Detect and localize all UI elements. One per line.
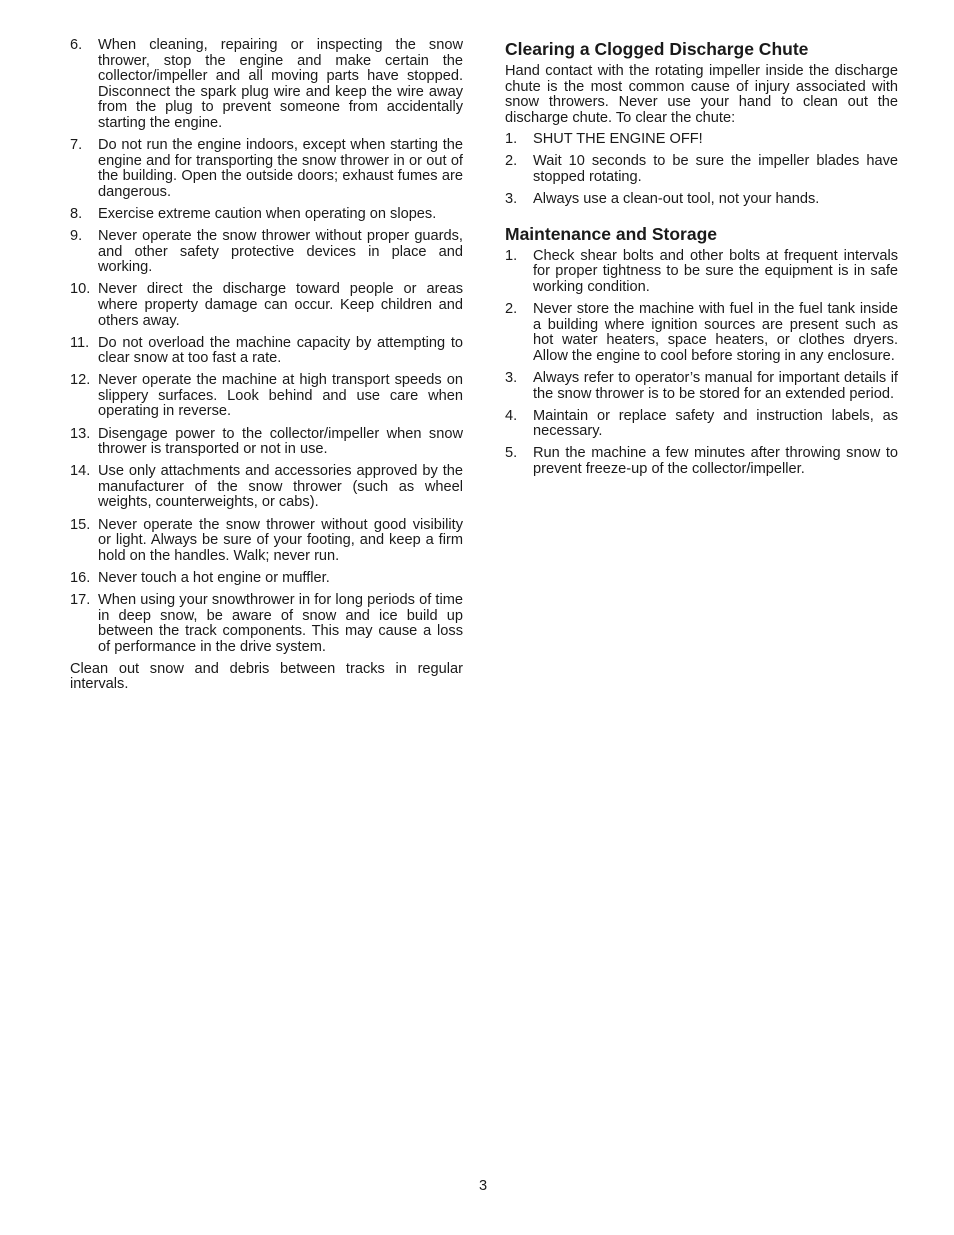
item-text: Run the machine a few minutes after throwing snow to prevent freeze-up of the collector/impeller. [533, 445, 898, 477]
item-number: 10. [70, 281, 91, 298]
right-column [505, 38, 898, 484]
list-item [70, 336, 463, 367]
item-text: Never operate the machine at high transport speeds on slippery surfaces. Look behind and use care when operating in reverse. [98, 372, 463, 420]
item-text: When using your snowthrower in for long periods of time in deep snow, be aware of snow and ice build up between the track components. This may cause a loss of performance in the drive system. [98, 591, 463, 655]
item-number: 2. [505, 153, 518, 170]
item-number: 15. [70, 516, 91, 533]
item-text: Wait 10 seconds to be sure the impeller blades have stopped rotating. [533, 153, 898, 186]
list-item [505, 249, 898, 296]
list-item [70, 593, 463, 655]
item-text: Maintain or replace safety and instruction labels, as necessary. [533, 407, 898, 440]
cleaning-note: Clean out snow and debris between tracks in regular intervals. [70, 660, 463, 693]
list-item [505, 302, 898, 364]
list-item [505, 446, 898, 477]
item-number: 13. [70, 425, 91, 442]
item-number: 14. [70, 463, 91, 480]
item-text: SHUT THE ENGINE OFF! [533, 131, 703, 148]
item-number: 16. [70, 569, 91, 586]
page-number: 3 [478, 1178, 488, 1194]
list-item [505, 371, 898, 402]
list-item [70, 518, 463, 565]
list-item [70, 571, 463, 587]
section-heading-clogged-chute: Clearing a Clogged Discharge Chute [505, 39, 809, 59]
item-text: Exercise extreme caution when operating on slopes. [98, 205, 437, 222]
list-item [70, 282, 463, 329]
item-number: 3. [505, 369, 518, 386]
item-text: Never direct the discharge toward people or areas where property damage can occur. Keep children and others away. [98, 281, 463, 329]
item-text: Never touch a hot engine or muffler. [98, 569, 330, 586]
item-number: 7. [70, 137, 83, 154]
clogged-chute-intro: Hand contact with the rotating impeller inside the discharge chute is the most common cause of injury associated with snow throwers. Never use your hand to clean out the discharge chute. To clear the chute: [505, 63, 898, 126]
list-item [505, 132, 898, 148]
item-number: 9. [70, 228, 83, 245]
item-number: 6. [70, 37, 83, 53]
item-text: When cleaning, repairing or inspecting the snow thrower, stop the engine and make certain the collector/impeller and all moving parts have stopped. Disconnect the spark plug wire and keep the wire away from the plug to prevent someone from accidentally starting the engine. [98, 37, 463, 131]
list-item [70, 229, 463, 276]
item-text: Disengage power to the collector/impeller when snow thrower is transported or not in use. [98, 425, 463, 458]
item-number: 1. [505, 247, 518, 264]
list-item [70, 427, 463, 458]
item-number: 8. [70, 205, 83, 222]
item-number: 11. [70, 334, 90, 351]
item-number: 3. [505, 191, 518, 208]
left-column [70, 38, 463, 699]
list-item [70, 38, 463, 132]
list-item [505, 409, 898, 440]
list-item [70, 138, 463, 200]
section-heading-maintenance: Maintenance and Storage [505, 223, 717, 244]
item-number: 4. [505, 407, 518, 424]
item-text: Do not overload the machine capacity by attempting to clear snow at too fast a rate. [98, 334, 463, 367]
item-text: Always refer to operator’s manual for important details if the snow thrower is to be stored for an extended period. [533, 369, 898, 402]
item-text: Do not run the engine indoors, except when starting the engine and for transporting the snow thrower in or out of the building. Open the outside doors; exhaust fumes are dangerous. [98, 137, 463, 200]
list-item [505, 192, 898, 208]
item-number: 17. [70, 591, 91, 608]
item-number: 1. [505, 131, 518, 148]
item-text: Use only attachments and accessories approved by the manufacturer of the snow thrower (such as wheel weights, counterweights, or cabs). [98, 463, 463, 511]
item-number: 5. [505, 445, 518, 462]
item-text: Check shear bolts and other bolts at frequent intervals for proper tightness to be sure the equipment is in safe working condition. [533, 247, 898, 295]
item-text: Never operate the snow thrower without proper guards, and other safety protective devices in place and working. [98, 228, 463, 276]
list-item [505, 154, 898, 185]
list-item [70, 373, 463, 420]
item-text: Never store the machine with fuel in the fuel tank inside a building where ignition sources are present such as hot water heaters, space heaters, or clothes dryers. Allow the engine to cool before storing in any enclosure. [533, 301, 898, 364]
item-text: Always use a clean-out tool, not your hands. [533, 191, 820, 208]
item-number: 12. [70, 372, 91, 389]
list-item [70, 207, 463, 223]
list-item [70, 464, 463, 511]
item-number: 2. [505, 301, 518, 318]
item-text: Never operate the snow thrower without good visibility or light. Always be sure of your footing, and keep a firm hold on the handles. Walk; never run. [98, 516, 463, 564]
